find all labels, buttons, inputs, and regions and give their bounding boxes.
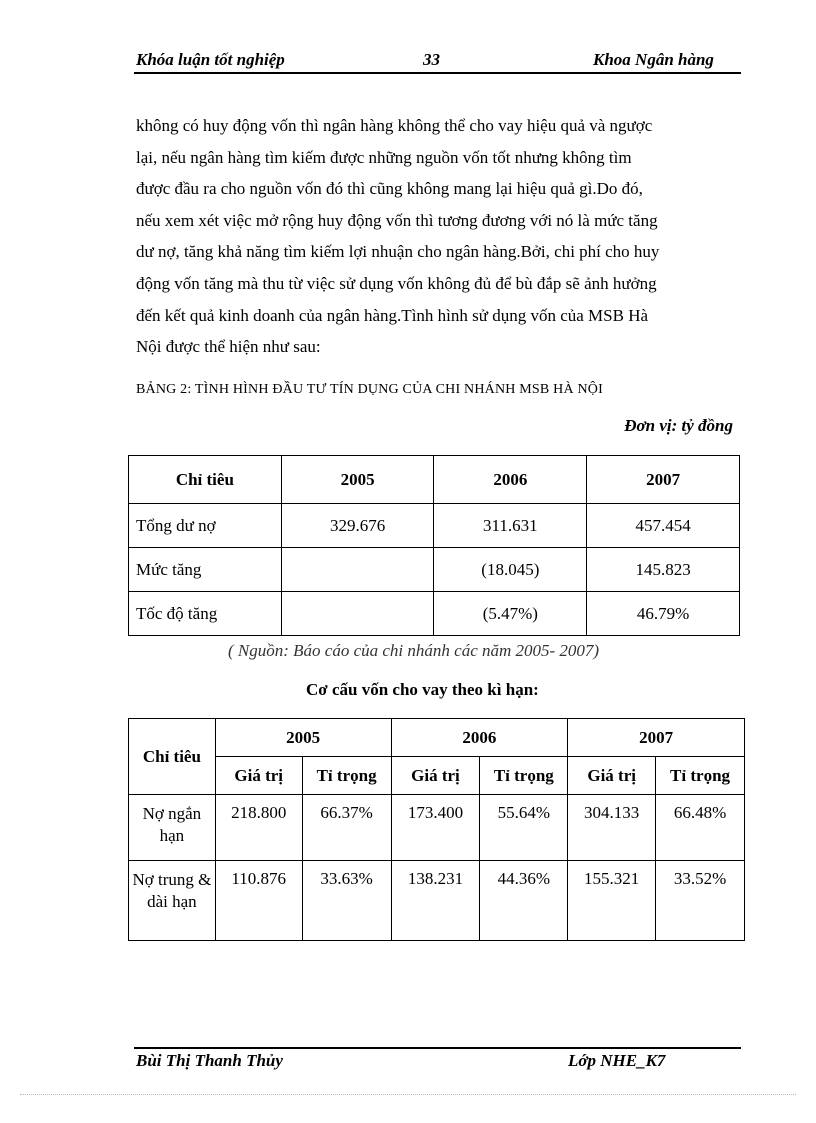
year-header: 2007: [568, 719, 745, 757]
body-paragraph: [136, 110, 739, 363]
header-rule: [134, 72, 741, 74]
header-left-title: Khóa luận tốt nghiệp: [136, 50, 285, 69]
paragraph-line: dư nợ, tăng khả năng tìm kiếm lợi nhuận cho ngân hàng.Bởi, chi phí cho huy: [136, 242, 660, 262]
row-label: Tổng dư nợ: [129, 504, 282, 548]
paragraph-line: nếu xem xét việc mở rộng huy động vốn thì tương đương với nó là mức tăng: [136, 210, 658, 230]
table-row: [129, 504, 740, 548]
footer-author: Bùi Thị Thanh Thủy: [136, 1051, 283, 1070]
table-cell: 218.800: [215, 795, 302, 861]
subheader-cell: Tỉ trọng: [480, 757, 568, 795]
table-cell: 311.631: [434, 504, 587, 548]
table-cell: 33.63%: [302, 861, 391, 941]
table-cell: (5.47%): [434, 592, 587, 636]
table-subheader-row: [129, 757, 745, 795]
table-row: [129, 592, 740, 636]
table1-source: ( Nguồn: Báo cáo của chi nhánh các năm 2005- 2007): [228, 641, 600, 660]
table-cell: 55.64%: [480, 795, 568, 861]
subheader-cell: Giá trị: [568, 757, 656, 795]
paragraph-line: lại, nếu ngân hàng tìm kiếm được những nguồn vốn tốt nhưng không tìm: [136, 147, 632, 167]
table1-unit: Đơn vị: tỷ đồng: [624, 416, 733, 435]
footer-class: Lớp NHE_K7: [568, 1051, 666, 1070]
table-cell: 329.676: [281, 504, 434, 548]
header-right-title: Khoa Ngân hàng: [593, 50, 714, 69]
table-cell: 33.52%: [656, 861, 745, 941]
table-cell: 145.823: [587, 548, 740, 592]
footer-rule: [134, 1047, 741, 1049]
header-cell: 2007: [587, 456, 740, 504]
header-cell: 2006: [434, 456, 587, 504]
table-cell: 66.37%: [302, 795, 391, 861]
header-cell: Chỉ tiêu: [129, 719, 216, 795]
table-cell: 66.48%: [656, 795, 745, 861]
table-row: [129, 861, 745, 941]
table-cell: 304.133: [568, 795, 656, 861]
table-row: [129, 548, 740, 592]
table2-title: Cơ cấu vốn cho vay theo kì hạn:: [306, 680, 539, 699]
row-label: Nợ trung & dài hạn: [129, 861, 216, 941]
subheader-cell: Giá trị: [215, 757, 302, 795]
table-cell: 173.400: [391, 795, 480, 861]
header-cell: Chỉ tiêu: [129, 456, 282, 504]
table-row: [129, 795, 745, 861]
row-label: Tốc độ tăng: [129, 592, 282, 636]
subheader-cell: Tỉ trọng: [656, 757, 745, 795]
loan-term-structure-table: [128, 718, 745, 941]
subheader-cell: Tỉ trọng: [302, 757, 391, 795]
paragraph-line: động vốn tăng mà thu từ việc sử dụng vốn không đủ để bù đắp sẽ ảnh hưởng: [136, 273, 657, 293]
row-label: Nợ ngắn hạn: [129, 795, 216, 861]
year-header: 2005: [215, 719, 391, 757]
table-cell: [281, 548, 434, 592]
table-header-row: [129, 456, 740, 504]
paragraph-line: được đầu ra cho nguồn vốn đó thì cũng không mang lại hiệu quả gì.Do đó,: [136, 179, 643, 199]
paragraph-line: Nội được thể hiện như sau:: [136, 337, 321, 357]
table1-caption: BẢNG 2: TÌNH HÌNH ĐẦU TƯ TÍN DỤNG CỦA CHI NHÁNH MSB HÀ NỘI: [136, 382, 603, 397]
table-cell: 457.454: [587, 504, 740, 548]
page-number: 33: [423, 50, 440, 69]
table-cell: 138.231: [391, 861, 480, 941]
row-label: Mức tăng: [129, 548, 282, 592]
subheader-cell: Giá trị: [391, 757, 480, 795]
table-cell: (18.045): [434, 548, 587, 592]
table-cell: [281, 592, 434, 636]
table-cell: 46.79%: [587, 592, 740, 636]
table-cell: 44.36%: [480, 861, 568, 941]
header-cell: 2005: [281, 456, 434, 504]
year-header: 2006: [391, 719, 568, 757]
table-cell: 110.876: [215, 861, 302, 941]
page-bottom-divider: [20, 1094, 796, 1095]
paragraph-line: không có huy động vốn thì ngân hàng không thể cho vay hiệu quả và ngược: [136, 116, 653, 135]
table-header-row: [129, 719, 745, 757]
paragraph-line: đến kết quả kinh doanh của ngân hàng.Tình hình sử dụng vốn của MSB Hà: [136, 305, 649, 325]
credit-investment-table: [128, 455, 740, 636]
table-cell: 155.321: [568, 861, 656, 941]
